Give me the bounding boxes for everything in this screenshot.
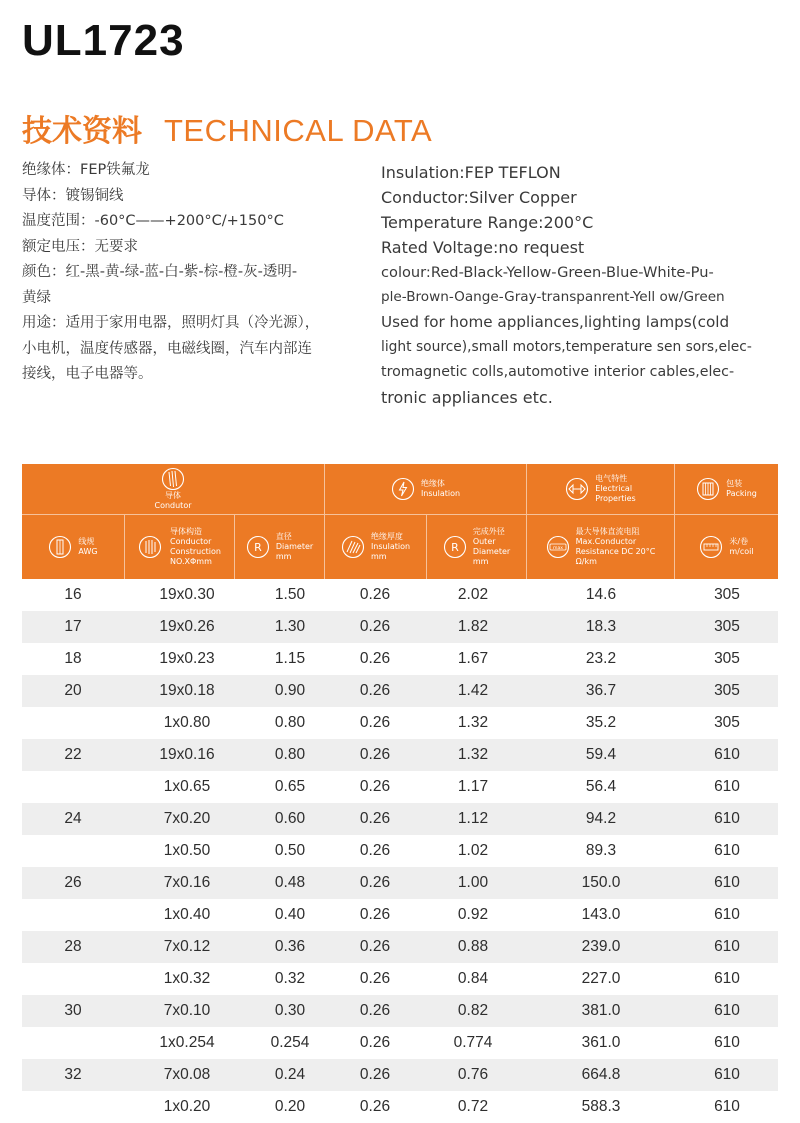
construction-cell: 1x0.32 xyxy=(163,970,211,987)
awg-cell: 18 xyxy=(64,650,82,667)
construction-cell: 7x0.16 xyxy=(163,874,211,891)
group-electrical-text xyxy=(589,474,635,504)
group-insulation-cn: 绝缘体 xyxy=(420,479,445,488)
outer-diameter-cell: 0.92 xyxy=(457,906,489,923)
col-outer-diameter-text xyxy=(467,527,510,567)
outer-diameter-cell: 1.12 xyxy=(457,810,489,827)
spec-line: 颜色：红-黑-黄-绿-蓝-白-紫-棕-橙-灰-透明- xyxy=(22,264,298,280)
packing-cell: 305 xyxy=(714,650,740,667)
construction-cell: 19x0.18 xyxy=(159,682,215,699)
resistance-cell: 588.3 xyxy=(581,1098,621,1115)
technical-data-table xyxy=(22,464,778,1123)
diameter-cell: 0.80 xyxy=(274,714,306,731)
group-insulation xyxy=(325,464,526,514)
awg-cell: 26 xyxy=(64,874,82,891)
table-row xyxy=(22,1059,778,1091)
resistance-cell: 381.0 xyxy=(581,1002,621,1019)
col-insulation-thickness-en1: Insulation xyxy=(370,542,411,551)
col-outer-diameter xyxy=(427,515,526,579)
group-insulation-text xyxy=(415,479,460,499)
diameter-cell: 0.30 xyxy=(274,1002,306,1019)
col-diameter-cn: 直径 xyxy=(275,532,292,541)
col-insulation-thickness xyxy=(325,515,426,579)
awg-cell: 20 xyxy=(64,682,82,699)
insulation-thickness-cell: 0.26 xyxy=(359,1066,391,1083)
wire-strand-icon xyxy=(161,467,185,491)
spec-line: 用途：适用于家用电器，照明灯具（冷光源）， xyxy=(22,315,320,331)
awg-cell: 17 xyxy=(64,618,82,635)
col-construction-en2: Construction xyxy=(170,547,221,556)
table-row xyxy=(22,899,778,931)
max-badge-icon xyxy=(546,535,570,559)
construction-cell: 1x0.50 xyxy=(163,842,211,859)
table-row xyxy=(22,803,778,835)
spec-line-en: colour:Red-Black-Yellow-Green-Blue-White-Pu- xyxy=(381,264,714,281)
packing-cell: 610 xyxy=(714,1098,740,1115)
spec-line: 黄绿 xyxy=(22,289,51,306)
table-body xyxy=(22,579,778,1123)
product-title: UL1723 xyxy=(22,16,185,65)
construction-cell: 19x0.23 xyxy=(159,650,215,667)
spec-line: 绝缘体：FEP铁氟龙 xyxy=(22,162,150,178)
construction-cell: 1x0.254 xyxy=(159,1034,215,1051)
diameter-cell: 1.30 xyxy=(274,618,306,635)
construction-cell: 7x0.12 xyxy=(163,938,211,955)
table-row xyxy=(22,707,778,739)
wire-gauge-icon xyxy=(48,535,72,559)
spec-line-en: Used for home appliances,lighting lamps(cold xyxy=(381,313,730,331)
col-resistance-en3: Ω/km xyxy=(575,557,597,566)
col-outer-diameter-cn: 完成外径 xyxy=(472,527,505,536)
col-outer-diameter-en3: mm xyxy=(472,557,489,566)
resistance-cell: 14.6 xyxy=(585,586,617,603)
diameter-cell: 0.50 xyxy=(274,842,306,859)
construction-cell: 19x0.16 xyxy=(159,746,215,763)
resistance-cell: 59.4 xyxy=(585,746,617,763)
outer-diameter-cell: 0.84 xyxy=(457,970,489,987)
construction-cell: 19x0.26 xyxy=(159,618,215,635)
group-packing-cn: 包装 xyxy=(726,479,743,488)
resistance-cell: 239.0 xyxy=(581,938,621,955)
table-row xyxy=(22,835,778,867)
packing-cell: 610 xyxy=(714,842,740,859)
col-packing-en: m/coil xyxy=(729,547,754,556)
awg-cell: 32 xyxy=(64,1066,82,1083)
outer-diameter-cell: 0.88 xyxy=(457,938,489,955)
table-row xyxy=(22,1091,778,1123)
packing-cell: 610 xyxy=(714,1066,740,1083)
construction-cell: 19x0.30 xyxy=(159,586,215,603)
awg-cell: 24 xyxy=(64,810,82,827)
resistance-cell: 18.3 xyxy=(585,618,617,635)
cable-layers-icon xyxy=(138,535,162,559)
outer-diameter-cell: 2.02 xyxy=(457,586,489,603)
col-insulation-thickness-text xyxy=(365,532,410,562)
col-diameter-en1: Diameter xyxy=(275,542,314,551)
insulation-thickness-cell: 0.26 xyxy=(359,650,391,667)
outer-diameter-cell: 1.17 xyxy=(457,778,489,795)
awg-cell: 22 xyxy=(64,746,82,763)
construction-cell: 1x0.80 xyxy=(163,714,211,731)
col-awg-en: AWG xyxy=(78,547,98,556)
col-resistance-cn: 最大导体直流电阻 xyxy=(575,527,640,536)
insulation-thickness-cell: 0.26 xyxy=(359,1098,391,1115)
table-row xyxy=(22,963,778,995)
diameter-cell: 0.254 xyxy=(270,1034,310,1051)
packing-cell: 305 xyxy=(714,714,740,731)
diameter-cell: 1.50 xyxy=(274,586,306,603)
construction-cell: 7x0.20 xyxy=(163,810,211,827)
col-construction-en1: Conductor xyxy=(170,537,212,546)
col-outer-diameter-en1: Outer xyxy=(472,537,496,546)
spec-line-en: tronic appliances etc. xyxy=(381,388,553,407)
outer-diameter-cell: 1.32 xyxy=(457,714,489,731)
construction-cell: 1x0.40 xyxy=(163,906,211,923)
radius-icon xyxy=(246,535,270,559)
resistance-cell: 89.3 xyxy=(585,842,617,859)
packing-cell: 610 xyxy=(714,1002,740,1019)
resistance-cell: 664.8 xyxy=(581,1066,621,1083)
awg-cell: 16 xyxy=(64,586,82,603)
diameter-cell: 0.80 xyxy=(274,746,306,763)
resistance-cell: 150.0 xyxy=(581,874,621,891)
packing-cell: 305 xyxy=(714,586,740,603)
packing-cell: 610 xyxy=(714,874,740,891)
outer-diameter-cell: 0.76 xyxy=(457,1066,489,1083)
table-row xyxy=(22,771,778,803)
table-header xyxy=(22,464,778,579)
insulation-thickness-cell: 0.26 xyxy=(359,586,391,603)
packing-cell: 610 xyxy=(714,1034,740,1051)
insulation-thickness-cell: 0.26 xyxy=(359,618,391,635)
col-construction-cn: 导体构造 xyxy=(170,527,203,536)
insulation-thickness-cell: 0.26 xyxy=(359,1002,391,1019)
col-awg-text xyxy=(72,537,97,557)
group-conductor xyxy=(22,464,324,514)
col-construction-text xyxy=(164,527,221,567)
section-heading-en: TECHNICAL DATA xyxy=(164,113,433,148)
group-packing-text xyxy=(720,479,757,499)
insulation-thickness-cell: 0.26 xyxy=(359,746,391,763)
spec-line-en: ple-Brown-Oange-Gray-transpanrent-Yell ow/Green xyxy=(381,289,725,305)
lightning-shield-icon xyxy=(391,477,415,501)
measuring-tape-icon xyxy=(699,535,723,559)
col-packing-text xyxy=(723,537,753,557)
diameter-cell: 0.65 xyxy=(274,778,306,795)
resistance-cell: 35.2 xyxy=(585,714,617,731)
insulation-layer-icon xyxy=(341,535,365,559)
col-resistance-en1: Max.Conductor xyxy=(575,537,637,546)
svg-text:R: R xyxy=(253,541,262,554)
spec-line-en: Conductor:Silver Copper xyxy=(381,188,577,207)
specs-cn xyxy=(22,158,362,388)
section-heading xyxy=(22,106,432,150)
radius-icon xyxy=(443,535,467,559)
resistor-icon xyxy=(565,477,589,501)
packing-cell: 610 xyxy=(714,746,740,763)
spec-line-en: Rated Voltage:no request xyxy=(381,238,585,257)
group-electrical xyxy=(527,464,674,514)
svg-text:R: R xyxy=(450,541,459,554)
awg-cell: 30 xyxy=(64,1002,82,1019)
packing-cell: 610 xyxy=(714,970,740,987)
diameter-cell: 0.60 xyxy=(274,810,306,827)
insulation-thickness-cell: 0.26 xyxy=(359,874,391,891)
col-resistance-text xyxy=(570,527,656,567)
insulation-thickness-cell: 0.26 xyxy=(359,906,391,923)
col-insulation-thickness-cn: 绝缘厚度 xyxy=(370,532,403,541)
construction-cell: 7x0.08 xyxy=(163,1066,211,1083)
outer-diameter-cell: 0.774 xyxy=(453,1034,493,1051)
table-row xyxy=(22,1027,778,1059)
col-diameter-text xyxy=(270,532,313,562)
diameter-cell: 0.90 xyxy=(274,682,306,699)
spec-line-en: tromagnetic colls,automotive interior cables,elec- xyxy=(381,364,735,380)
col-packing-cn: 米/卷 xyxy=(729,537,749,546)
table-row xyxy=(22,931,778,963)
table-row xyxy=(22,995,778,1027)
spec-line: 小电机，温度传感器，电磁线圈，汽车内部连 xyxy=(22,340,312,357)
group-electrical-cn: 电气特性 xyxy=(595,474,628,483)
col-awg xyxy=(22,515,124,579)
col-resistance xyxy=(527,515,674,579)
group-conductor-en: Condutor xyxy=(154,501,192,510)
diameter-cell: 1.15 xyxy=(274,650,306,667)
diameter-cell: 0.20 xyxy=(274,1098,306,1115)
insulation-thickness-cell: 0.26 xyxy=(359,682,391,699)
resistance-cell: 143.0 xyxy=(581,906,621,923)
spec-line-en: Insulation:FEP TEFLON xyxy=(381,163,561,182)
table-row xyxy=(22,611,778,643)
col-diameter xyxy=(235,515,324,579)
diameter-cell: 0.32 xyxy=(274,970,306,987)
col-packing xyxy=(675,515,778,579)
group-packing xyxy=(675,464,778,514)
group-packing-en: Packing xyxy=(726,489,757,498)
group-conductor-cn: 导体 xyxy=(165,491,181,500)
resistance-cell: 227.0 xyxy=(581,970,621,987)
group-insulation-en: Insulation xyxy=(420,489,461,498)
packing-cell: 305 xyxy=(714,618,740,635)
col-resistance-en2: Resistance DC 20°C xyxy=(575,547,656,556)
col-awg-cn: 线规 xyxy=(78,537,95,546)
insulation-thickness-cell: 0.26 xyxy=(359,842,391,859)
col-insulation-thickness-en2: mm xyxy=(370,552,387,561)
resistance-cell: 23.2 xyxy=(585,650,617,667)
insulation-thickness-cell: 0.26 xyxy=(359,778,391,795)
packing-cell: 610 xyxy=(714,810,740,827)
resistance-cell: 94.2 xyxy=(585,810,617,827)
diameter-cell: 0.36 xyxy=(274,938,306,955)
table-row xyxy=(22,643,778,675)
packing-cell: 610 xyxy=(714,938,740,955)
spec-line: 导体：镀锡铜线 xyxy=(22,187,124,204)
insulation-thickness-cell: 0.26 xyxy=(359,970,391,987)
diameter-cell: 0.40 xyxy=(274,906,306,923)
resistance-cell: 361.0 xyxy=(581,1034,621,1051)
spec-line: 接线，电子电器等。 xyxy=(22,366,153,382)
outer-diameter-cell: 0.82 xyxy=(457,1002,489,1019)
col-diameter-en2: mm xyxy=(275,552,292,561)
table-row xyxy=(22,739,778,771)
outer-diameter-cell: 1.00 xyxy=(457,874,489,891)
spec-line: 温度范围：-60°C——+200°C/+150°C xyxy=(22,213,284,229)
construction-cell: 1x0.65 xyxy=(163,778,211,795)
table-row xyxy=(22,579,778,611)
insulation-thickness-cell: 0.26 xyxy=(359,810,391,827)
table-row xyxy=(22,675,778,707)
table-row xyxy=(22,867,778,899)
packing-cell: 610 xyxy=(714,906,740,923)
col-outer-diameter-en2: Diameter xyxy=(472,547,511,556)
max-badge-label: max xyxy=(552,545,563,551)
section-heading-cn: 技术资料 xyxy=(22,114,142,149)
outer-diameter-cell: 0.72 xyxy=(457,1098,489,1115)
group-electrical-en1: Electrical xyxy=(595,484,633,493)
resistance-cell: 36.7 xyxy=(585,682,617,699)
spec-line-en: Temperature Range:200°C xyxy=(381,213,594,232)
coil-spool-icon xyxy=(696,477,720,501)
outer-diameter-cell: 1.32 xyxy=(457,746,489,763)
outer-diameter-cell: 1.42 xyxy=(457,682,489,699)
packing-cell: 610 xyxy=(714,778,740,795)
awg-cell: 28 xyxy=(64,938,82,955)
insulation-thickness-cell: 0.26 xyxy=(359,938,391,955)
spec-line: 额定电压：无要求 xyxy=(22,238,138,255)
specs-en xyxy=(381,160,777,410)
outer-diameter-cell: 1.02 xyxy=(457,842,489,859)
insulation-thickness-cell: 0.26 xyxy=(359,714,391,731)
construction-cell: 1x0.20 xyxy=(163,1098,211,1115)
resistance-cell: 56.4 xyxy=(585,778,617,795)
insulation-thickness-cell: 0.26 xyxy=(359,1034,391,1051)
spec-line-en: light source),small motors,temperature sen sors,elec- xyxy=(381,339,752,355)
diameter-cell: 0.24 xyxy=(274,1066,306,1083)
diameter-cell: 0.48 xyxy=(274,874,306,891)
outer-diameter-cell: 1.67 xyxy=(457,650,489,667)
col-construction-en3: NO.XΦmm xyxy=(170,557,212,566)
construction-cell: 7x0.10 xyxy=(163,1002,211,1019)
col-construction xyxy=(125,515,234,579)
group-electrical-en2: Properties xyxy=(595,494,636,503)
outer-diameter-cell: 1.82 xyxy=(457,618,489,635)
packing-cell: 305 xyxy=(714,682,740,699)
